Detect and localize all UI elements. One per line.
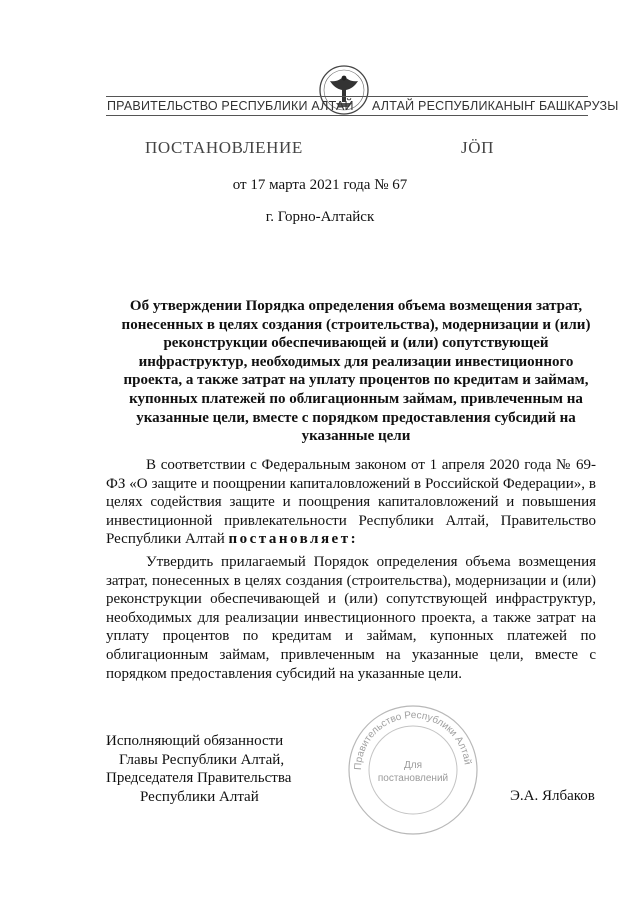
doc-type-altai: ЈӦП [461,138,494,157]
document-city: г. Горно-Алтайск [265,209,375,225]
stamp-ring-text: Правительство Республики Алтай [352,709,473,771]
government-name-ru: ПРАВИТЕЛЬСТВО РЕСПУБЛИКИ АЛТАЙ [107,99,354,113]
resolution-paragraph: Утвердить прилагаемый Порядок определения объема возмещения затрат, понесенных в целях создания (строительства), модернизации и (или) реконструкции обеспечивающей и (или) сопутствующей инфраструктур, необходимых для реализации инвестиционного проекта, а также затрат на уплату процентов по кредитам и займам, купонных платежей по облигационным займам, привлеченным на указанные цели, вместе с порядком предоставления субсидий на указанные цели. [106,554,596,682]
signatory-line-2: Главы Республики Алтай, [119,751,285,768]
signatory-line-3: Председателя Правительства [106,770,292,787]
signatory-name: Э.А. Ялбаков [510,788,595,804]
signatory-line-1: Исполняющий обязанности [106,733,284,749]
signatory-position [106,732,291,806]
preamble-text: В соответствии с Федеральным законом от 1 апреля 2020 года № 69-ФЗ «О защите и поощрении капиталовложений в Российской Федерации», в целях содействия защите и поощрения капиталовложений и повышения инвестиционной привлекательности Республики Алтай, Правительство Республики Алтай [106,457,596,548]
stamp-center-line-2: постановлений [377,773,449,784]
document-title: Об утверждении Порядка определения объема возмещения затрат, понесенных в целях создания (строительства), модернизации и (или) реконструкции обеспечивающей и (или) сопутствующей инфраструктур, необходимых для реализации инвестиционного проекта, а также затрат на уплату процентов по кредитам и займам, купонных платежей по облигационным займам, привлеченным на указанные цели, вместе с порядком предоставления субсидий на указанные цели [121,298,591,445]
official-stamp [345,702,481,838]
header-top-rule [106,96,588,97]
stamp-center-line-1: Для [403,760,423,771]
signatory-line-4: Республики Алтай [140,788,259,805]
government-name-altai: АЛТАЙ РЕСПУБЛИКАНЫҤ БАШКАРУЗЫ [372,99,619,113]
document-date-number: от 17 марта 2021 года № 67 [232,177,408,193]
doc-type-ru: ПОСТАНОВЛЕНИЕ [145,138,303,157]
resolves-word: постановляет: [228,531,359,548]
header-bottom-rule [106,115,588,116]
preamble-paragraph [106,456,596,549]
